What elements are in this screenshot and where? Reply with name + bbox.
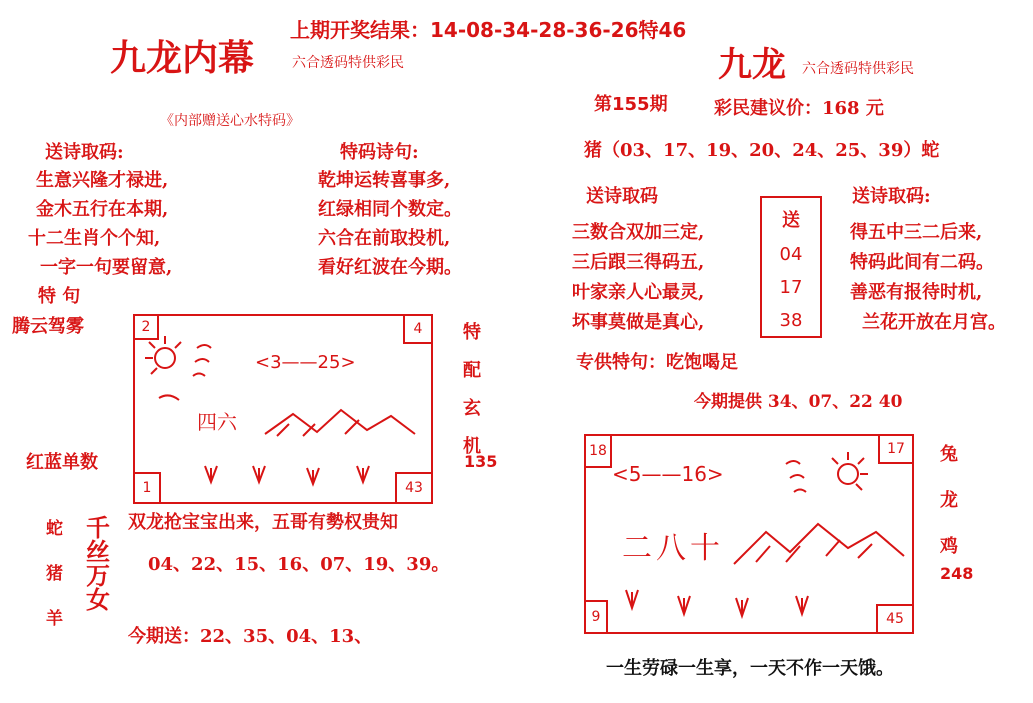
right-subtitle: 六合透码特供彩民 bbox=[802, 61, 914, 77]
right-side-char-3: 鸡 bbox=[940, 536, 958, 557]
grass-icon bbox=[357, 466, 369, 482]
left-double-dragon-line: 双龙抢宝宝出来，五哥有勢权贵知 bbox=[128, 512, 398, 533]
right-side-number: 248 bbox=[940, 564, 974, 583]
left-gift-note: 《内部赠送心水特码》 bbox=[160, 113, 300, 129]
left-corner-br: 43 bbox=[395, 472, 433, 504]
left-poem1-line-2: 金木五行在本期, bbox=[36, 199, 169, 220]
left-range-text: <3——25> bbox=[255, 352, 356, 373]
left-poem2-line-2: 红绿相同个数定。 bbox=[318, 199, 462, 220]
right-footer: 一生劳碌一生享，一天不作一天饿。 bbox=[606, 658, 894, 679]
right-sketch bbox=[586, 436, 912, 632]
right-poem2-line-1: 得五中三二后来, bbox=[850, 222, 983, 243]
left-special-phrase-label: 特 句 bbox=[38, 286, 81, 307]
right-issue: 第155期 bbox=[594, 94, 668, 115]
left-hand-text: 四六 bbox=[197, 410, 237, 434]
right-corner-bl: 9 bbox=[584, 600, 608, 634]
left-poem1-line-3: 十二生肖个个知, bbox=[28, 228, 161, 249]
left-zodiac-1: 蛇 bbox=[46, 519, 63, 539]
right-poem1-line-2: 三后跟三得码五, bbox=[572, 252, 705, 273]
sun-icon bbox=[838, 464, 858, 484]
right-corner-tl: 18 bbox=[584, 434, 612, 468]
right-side-chars bbox=[940, 440, 958, 558]
left-poem2-line-4: 看好红波在今期。 bbox=[318, 257, 462, 278]
right-special-value: 吃饱喝足 bbox=[666, 352, 738, 373]
right-poem2-line-4: 兰花开放在月宫。 bbox=[862, 312, 1006, 333]
right-side-char-1: 兔 bbox=[940, 444, 958, 465]
right-send-number-2: 17 bbox=[779, 277, 803, 298]
left-corner-bl: 1 bbox=[133, 472, 161, 504]
left-big-char-2: 丝 bbox=[86, 537, 110, 566]
grass-icon bbox=[626, 590, 638, 608]
grass-icon bbox=[253, 466, 265, 482]
left-side-char-1: 特 bbox=[463, 322, 481, 343]
left-poem1-line-1: 生意兴隆才禄进, bbox=[36, 170, 169, 191]
right-hand-text: 二八十 bbox=[622, 531, 724, 566]
left-poem1-line-4: 一字一句要留意, bbox=[40, 257, 173, 278]
right-pig-line: 猪（03、17、19、20、24、25、39）蛇 bbox=[584, 140, 940, 161]
left-poem1-heading: 送诗取码: bbox=[45, 142, 124, 163]
left-corner-tl: 2 bbox=[133, 314, 159, 340]
left-poem2-line-3: 六合在前取投机, bbox=[318, 228, 451, 249]
left-side-chars bbox=[463, 318, 481, 458]
last-result-label: 上期开奖结果： bbox=[290, 18, 430, 42]
left-side-number: 135 bbox=[464, 452, 498, 471]
left-side-char-3: 玄 bbox=[463, 398, 481, 419]
left-big-char-1: 千 bbox=[86, 513, 110, 542]
right-price-value: 168 元 bbox=[822, 98, 884, 119]
left-big-chars bbox=[86, 513, 126, 614]
right-side-char-2: 龙 bbox=[940, 490, 958, 511]
left-today-send: 今期送：22、35、04、13、 bbox=[128, 626, 373, 647]
left-zodiac-2: 猪 bbox=[46, 564, 63, 584]
right-range-text: <5——16> bbox=[612, 462, 724, 486]
right-send-number-1: 04 bbox=[779, 244, 803, 265]
left-side-char-4: 机 bbox=[463, 436, 481, 457]
right-corner-tr: 17 bbox=[878, 434, 914, 464]
grass-icon bbox=[678, 596, 690, 614]
right-price-label: 彩民建议价： bbox=[714, 98, 822, 119]
left-special-phrase: 腾云驾雾 bbox=[12, 316, 84, 337]
left-clue-box bbox=[133, 314, 433, 504]
right-poem2-line-3: 善恶有报待时机, bbox=[850, 282, 983, 303]
left-corner-tr: 4 bbox=[403, 314, 433, 344]
grass-icon bbox=[796, 596, 808, 614]
left-sketch bbox=[135, 316, 431, 502]
cloud-stroke-icon bbox=[159, 395, 179, 400]
left-zodiac-3: 羊 bbox=[46, 609, 63, 629]
last-result bbox=[290, 20, 686, 40]
left-numbers-line: 04、22、15、16、07、19、39。 bbox=[148, 554, 450, 575]
left-subtitle: 六合透码特供彩民 bbox=[292, 55, 404, 71]
mountain-hatch-icon bbox=[277, 420, 359, 436]
left-poem2-line-1: 乾坤运转喜事多, bbox=[318, 170, 451, 191]
left-zodiacs bbox=[46, 514, 63, 629]
right-send-box-content bbox=[762, 206, 820, 331]
left-poem2-heading: 特码诗句: bbox=[340, 142, 419, 163]
right-poem2-heading: 送诗取码: bbox=[852, 186, 931, 207]
cloud-strokes-icon bbox=[786, 461, 806, 492]
left-red-blue: 红蓝单数 bbox=[26, 452, 98, 473]
right-poem1-line-1: 三数合双加三定, bbox=[572, 222, 705, 243]
right-title: 九龙 bbox=[718, 45, 786, 85]
right-clue-box bbox=[584, 434, 914, 634]
right-poem2-line-2: 特码此间有二码。 bbox=[850, 252, 994, 273]
right-poem1-line-3: 叶家亲人心最灵, bbox=[572, 282, 705, 303]
right-today-provide: 今期提供 34、07、22 40 bbox=[694, 392, 903, 412]
left-side-char-2: 配 bbox=[463, 360, 481, 381]
grass-icon bbox=[205, 466, 217, 482]
mountains-icon bbox=[265, 410, 415, 434]
left-title: 九龙内幕 bbox=[110, 37, 255, 79]
right-send-box bbox=[760, 196, 822, 338]
right-send-number-3: 38 bbox=[779, 310, 803, 331]
last-result-value: 14-08-34-28-36-26特46 bbox=[430, 18, 687, 42]
right-special-label: 专供特句： bbox=[576, 352, 666, 373]
left-big-char-4: 女 bbox=[86, 585, 110, 614]
right-send-label: 送 bbox=[782, 210, 800, 231]
right-poem1-heading: 送诗取码 bbox=[586, 186, 658, 207]
grass-icon bbox=[736, 598, 748, 616]
grass-icon bbox=[307, 468, 319, 484]
right-poem1-line-4: 坏事莫做是真心, bbox=[572, 312, 705, 333]
left-big-char-3: 万 bbox=[86, 561, 110, 590]
sun-icon bbox=[155, 348, 175, 368]
right-special bbox=[576, 354, 738, 372]
cloud-strokes-icon bbox=[193, 345, 211, 376]
right-corner-br: 45 bbox=[876, 604, 914, 634]
right-price bbox=[714, 100, 884, 118]
